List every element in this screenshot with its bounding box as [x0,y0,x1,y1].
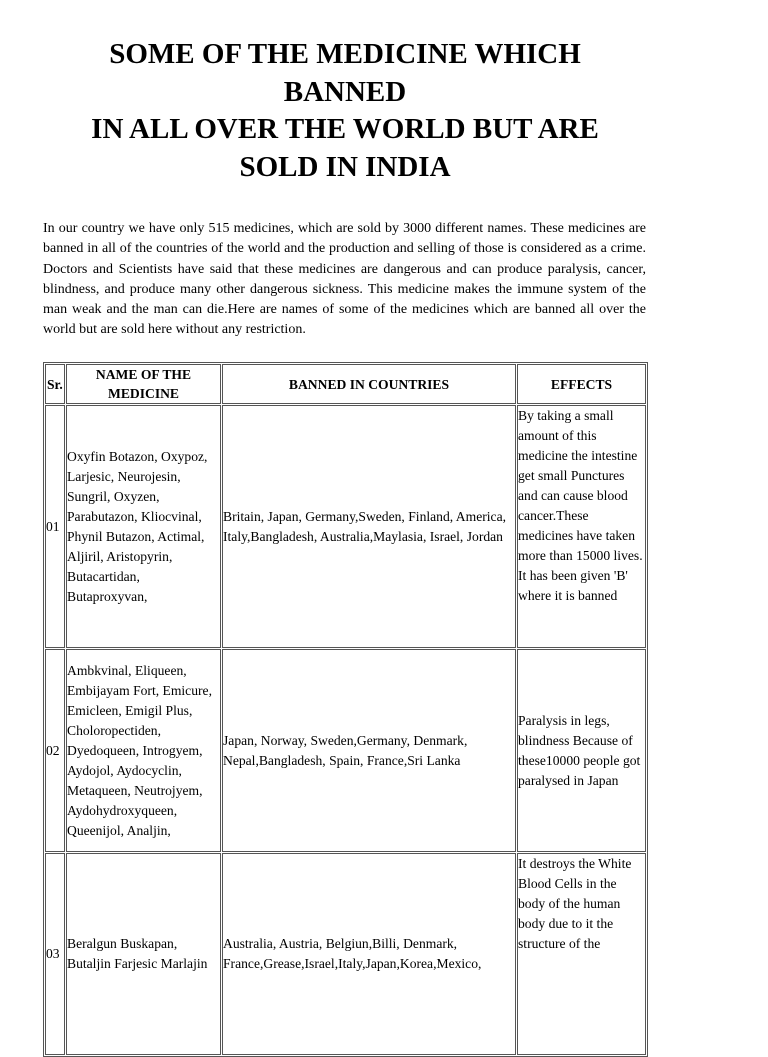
table-row [45,649,646,852]
table-header-row [45,364,646,404]
medicine-table-container [43,362,648,971]
header-sr: Sr. [45,364,65,404]
table-row [45,405,646,648]
row-sr: 03 [45,853,65,1055]
row-banned-countries: Japan, Norway, Sweden,Germany, Denmark, Nepal,Bangladesh, Spain, France,Sri Lanka [222,649,516,852]
row-banned-countries: Britain, Japan, Germany,Sweden, Finland, America, Italy,Bangladesh, Australia,Maylasia, Israel, Jordan [222,405,516,648]
row-medicine-names: Ambkvinal, Eliqueen, Embijayam Fort, Emicure, Emicleen, Emigil Plus, Choloropectiden, Dyedoqueen, Introgyem, Aydojol, Aydocyclin, Metaqueen, Neutrojyem, Aydohydroxyqueen, Queenijol, Analjin, [66,649,221,852]
header-banned-countries: BANNED IN COUNTRIES [222,364,516,404]
row-banned-countries: Australia, Austria, Belgiun,Billi, Denmark, France,Grease,Israel,Italy,Japan,Korea,Mexico, [222,853,516,1055]
header-medicine-name: NAME OF THE MEDICINE [66,364,221,404]
row-sr: 02 [45,649,65,852]
intro-paragraph: In our country we have only 515 medicines, which are sold by 3000 different names. These medicines are banned in all of the countries of the world and the production and selling of those is considered as a crime. Doctors and Scientists have said that these medicines are dangerous and can produce paralysis, cancer, blindness, and produce many other dangerous sickness. This medicine makes the immune system of the man weak and the man can die.Here are names of some of the medicines which are banned all over the world but are sold here without any restriction. [43,221,646,338]
row-medicine-names: Oxyfin Botazon, Oxypoz, Larjesic, Neurojesin, Sungril, Oxyzen, Parabutazon, Kliocvinal, Phynil Butazon, Actimal, Aljiril, Aristopyrin, Butacartidan, Butaproxyvan, [66,405,221,648]
title-line-4: SOLD IN INDIA [239,150,451,183]
table-row [45,853,646,1055]
medicine-table [43,362,648,1057]
title-line-3: IN ALL OVER THE WORLD BUT ARE [91,113,599,145]
row-effects: Paralysis in legs, blindness Because of these10000 people got paralysed in Japan [517,649,646,852]
row-effects: By taking a small amount of this medicine the intestine get small Punctures and can cause blood cancer.These medicines have taken more than 15000 lives. It has been given 'B' where it is banned [517,405,646,648]
row-medicine-names: Beralgun Buskapan, Butaljin Farjesic Marlajin [66,853,221,1055]
page-title [40,36,650,186]
header-effects: EFFECTS [517,364,646,404]
row-effects: It destroys the White Blood Cells in the body of the human body due to it the structure of the [517,853,646,1055]
title-line-1: SOME OF THE MEDICINE WHICH [109,38,581,70]
row-sr: 01 [45,405,65,648]
title-line-2: BANNED [283,75,407,108]
